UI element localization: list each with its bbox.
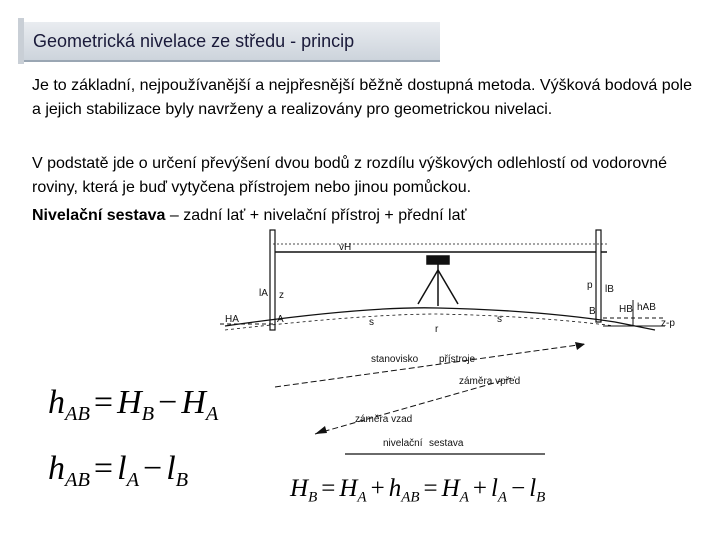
label-ha: HA bbox=[225, 314, 239, 325]
station-arrow bbox=[275, 344, 585, 387]
label-b: B bbox=[589, 306, 596, 317]
label-sestava-2: sestava bbox=[429, 438, 464, 449]
label-hab: hAB bbox=[637, 302, 656, 313]
paragraph-method: Je to základní, nejpoužívanější a nejpřesnější běžně dostupná metoda. Výšková bodová pole a jejich stabilizace byly navrženy a realizovány pro geometrickou nivelaci. bbox=[32, 77, 692, 118]
label-s1: s bbox=[369, 317, 374, 328]
page-title: Geometrická nivelace ze středu - princip bbox=[33, 31, 355, 51]
formula-height-difference: $h_{AB} = H_B - H_A$ bbox=[48, 384, 219, 426]
label-zamera-vzad: záměra vzad bbox=[355, 414, 413, 425]
leveling-diagram bbox=[215, 222, 685, 492]
label-s2: s bbox=[497, 314, 502, 325]
label-lb: lB bbox=[605, 284, 614, 295]
label-p: p bbox=[587, 280, 593, 291]
label-hb: HB bbox=[619, 304, 633, 315]
staff-a bbox=[270, 230, 275, 330]
paragraph-principle: V podstatě jde o určení převýšení dvou bodů z rozdílu výškových odlehlostí od vodorovné roviny, která je buď vytyčena přístrojem nebo jinou pomůckou. bbox=[32, 155, 668, 196]
label-vh: vH bbox=[339, 242, 352, 253]
label-sestava-1: nivelační bbox=[383, 438, 423, 449]
label-zamera-vpred: záměra vpřed bbox=[459, 376, 521, 387]
setup-description: – zadní lať + nivelační přístroj + přední lať bbox=[165, 207, 467, 224]
label-pristroje: přístroje bbox=[439, 354, 476, 365]
formula-height-b: $H_B = H_A + h_{AB} = H_A + l_A - l_B$ bbox=[290, 475, 546, 506]
level-instrument bbox=[418, 256, 458, 306]
label-stanovisko: stanovisko bbox=[371, 354, 419, 365]
label-z: z bbox=[279, 290, 284, 301]
label-zp: z-p bbox=[661, 318, 675, 329]
label-r: r bbox=[435, 324, 439, 335]
label-la: lA bbox=[259, 288, 268, 299]
label-a: A bbox=[277, 314, 284, 325]
formula-staff-readings: $h_{AB} = l_A - l_B$ bbox=[48, 450, 189, 492]
setup-label: Nivelační sestava bbox=[32, 207, 166, 224]
